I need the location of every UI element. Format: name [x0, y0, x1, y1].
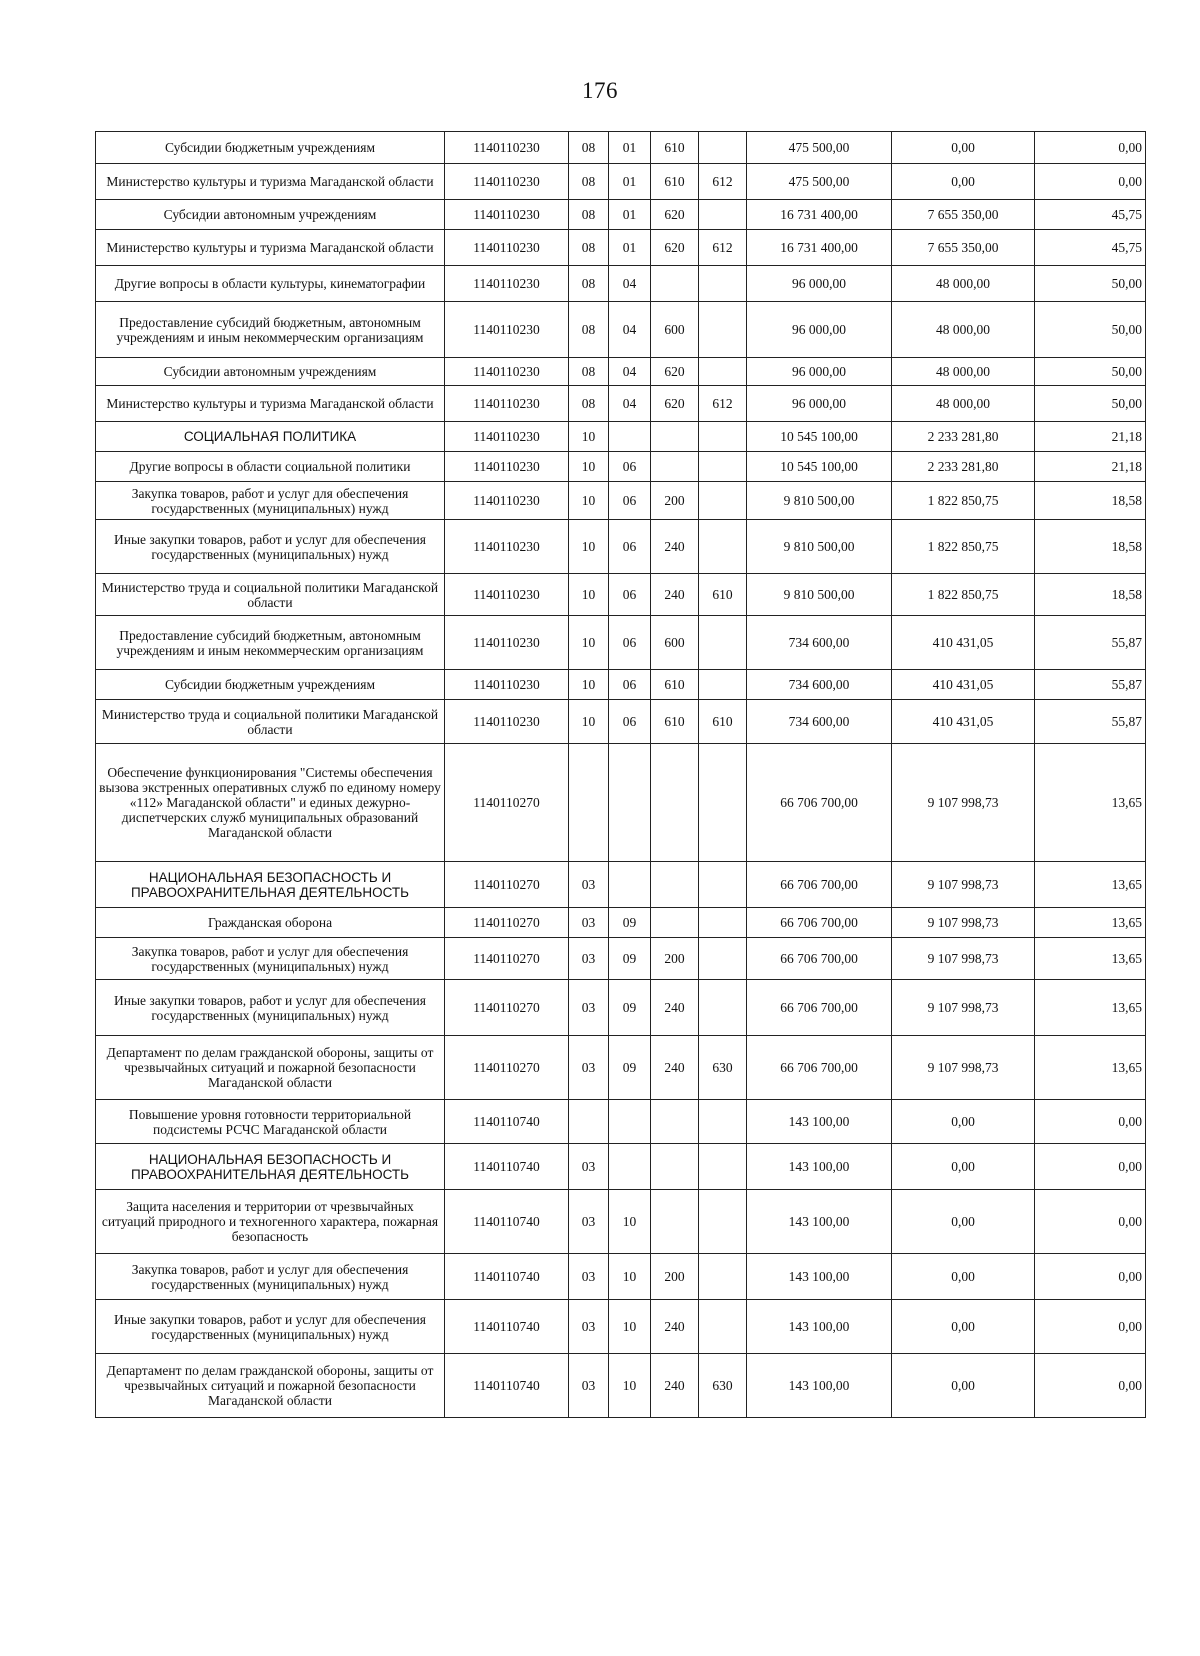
plan-amount-cell: 475 500,00 [747, 164, 892, 200]
subsection-cell: 09 [609, 938, 651, 980]
target-code-cell: 1140110230 [445, 164, 569, 200]
actual-amount-cell: 9 107 998,73 [892, 1036, 1035, 1100]
section-cell: 03 [569, 1144, 609, 1190]
actual-amount-cell: 0,00 [892, 164, 1035, 200]
subsection-cell: 01 [609, 132, 651, 164]
plan-amount-cell: 143 100,00 [747, 1300, 892, 1354]
section-cell: 08 [569, 230, 609, 266]
administrator-cell [699, 422, 747, 452]
plan-amount-cell: 143 100,00 [747, 1190, 892, 1254]
percent-cell: 50,00 [1035, 358, 1146, 386]
row-name-cell: НАЦИОНАЛЬНАЯ БЕЗОПАСНОСТЬ И ПРАВООХРАНИТЕЛЬНАЯ ДЕЯТЕЛЬНОСТЬ [96, 1144, 445, 1190]
target-code-cell: 1140110230 [445, 520, 569, 574]
target-code-cell: 1140110230 [445, 700, 569, 744]
administrator-cell [699, 482, 747, 520]
section-cell: 10 [569, 616, 609, 670]
expense-type-cell: 200 [651, 482, 699, 520]
actual-amount-cell: 0,00 [892, 1354, 1035, 1418]
expense-type-cell: 620 [651, 200, 699, 230]
percent-cell: 0,00 [1035, 1254, 1146, 1300]
expense-type-cell: 240 [651, 1036, 699, 1100]
row-name-cell: Защита населения и территории от чрезвычайных ситуаций природного и техногенного характера, пожарная безопасность [96, 1190, 445, 1254]
subsection-cell: 01 [609, 164, 651, 200]
section-cell: 03 [569, 1036, 609, 1100]
row-name-cell: Министерство культуры и туризма Магаданской области [96, 164, 445, 200]
administrator-cell [699, 616, 747, 670]
percent-cell: 21,18 [1035, 452, 1146, 482]
table-row [96, 200, 1146, 230]
table-row [96, 422, 1146, 452]
expense-type-cell [651, 1100, 699, 1144]
subsection-cell: 09 [609, 1036, 651, 1100]
section-cell: 10 [569, 452, 609, 482]
expense-type-cell [651, 1190, 699, 1254]
percent-cell: 13,65 [1035, 980, 1146, 1036]
subsection-cell: 06 [609, 574, 651, 616]
table-row [96, 1190, 1146, 1254]
plan-amount-cell: 66 706 700,00 [747, 908, 892, 938]
expense-type-cell: 240 [651, 1300, 699, 1354]
actual-amount-cell: 9 107 998,73 [892, 862, 1035, 908]
section-cell: 08 [569, 164, 609, 200]
plan-amount-cell: 96 000,00 [747, 302, 892, 358]
target-code-cell: 1140110270 [445, 908, 569, 938]
expense-type-cell: 200 [651, 1254, 699, 1300]
administrator-cell [699, 980, 747, 1036]
percent-cell: 50,00 [1035, 266, 1146, 302]
target-code-cell: 1140110270 [445, 744, 569, 862]
row-name-cell: Департамент по делам гражданской обороны, защиты от чрезвычайных ситуаций и пожарной безопасности Магаданской области [96, 1036, 445, 1100]
plan-amount-cell: 10 545 100,00 [747, 452, 892, 482]
administrator-cell [699, 452, 747, 482]
percent-cell: 0,00 [1035, 1100, 1146, 1144]
administrator-cell [699, 1144, 747, 1190]
plan-amount-cell: 475 500,00 [747, 132, 892, 164]
row-name-cell: Департамент по делам гражданской обороны, защиты от чрезвычайных ситуаций и пожарной безопасности Магаданской области [96, 1354, 445, 1418]
administrator-cell [699, 1190, 747, 1254]
plan-amount-cell: 143 100,00 [747, 1100, 892, 1144]
subsection-cell: 04 [609, 386, 651, 422]
target-code-cell: 1140110230 [445, 482, 569, 520]
plan-amount-cell: 9 810 500,00 [747, 482, 892, 520]
section-cell: 08 [569, 302, 609, 358]
plan-amount-cell: 66 706 700,00 [747, 862, 892, 908]
actual-amount-cell: 48 000,00 [892, 358, 1035, 386]
percent-cell: 55,87 [1035, 616, 1146, 670]
percent-cell: 13,65 [1035, 744, 1146, 862]
expense-type-cell: 240 [651, 574, 699, 616]
table-row [96, 574, 1146, 616]
subsection-cell [609, 1100, 651, 1144]
subsection-cell: 06 [609, 520, 651, 574]
target-code-cell: 1140110740 [445, 1190, 569, 1254]
row-name-cell: НАЦИОНАЛЬНАЯ БЕЗОПАСНОСТЬ И ПРАВООХРАНИТЕЛЬНАЯ ДЕЯТЕЛЬНОСТЬ [96, 862, 445, 908]
table-row [96, 302, 1146, 358]
actual-amount-cell: 0,00 [892, 132, 1035, 164]
plan-amount-cell: 66 706 700,00 [747, 744, 892, 862]
section-cell: 03 [569, 1354, 609, 1418]
target-code-cell: 1140110740 [445, 1254, 569, 1300]
subsection-cell: 06 [609, 670, 651, 700]
table-row [96, 164, 1146, 200]
expense-type-cell [651, 266, 699, 302]
actual-amount-cell: 0,00 [892, 1100, 1035, 1144]
row-name-cell: Министерство культуры и туризма Магаданской области [96, 386, 445, 422]
table-row [96, 938, 1146, 980]
section-cell: 08 [569, 386, 609, 422]
target-code-cell: 1140110740 [445, 1300, 569, 1354]
percent-cell: 0,00 [1035, 1190, 1146, 1254]
row-name-cell: Субсидии автономным учреждениям [96, 358, 445, 386]
target-code-cell: 1140110270 [445, 938, 569, 980]
administrator-cell [699, 744, 747, 862]
section-cell: 03 [569, 1190, 609, 1254]
table-row [96, 1354, 1146, 1418]
percent-cell: 18,58 [1035, 520, 1146, 574]
expense-type-cell: 610 [651, 132, 699, 164]
expense-type-cell: 610 [651, 700, 699, 744]
section-cell: 03 [569, 1254, 609, 1300]
row-name-cell: Гражданская оборона [96, 908, 445, 938]
subsection-cell: 04 [609, 302, 651, 358]
subsection-cell: 04 [609, 358, 651, 386]
section-cell: 10 [569, 574, 609, 616]
administrator-cell [699, 132, 747, 164]
target-code-cell: 1140110740 [445, 1354, 569, 1418]
subsection-cell [609, 744, 651, 862]
table-row [96, 1254, 1146, 1300]
expense-type-cell: 620 [651, 230, 699, 266]
actual-amount-cell: 1 822 850,75 [892, 482, 1035, 520]
row-name-cell: Предоставление субсидий бюджетным, автономным учреждениям и иным некоммерческим организациям [96, 302, 445, 358]
subsection-cell: 10 [609, 1254, 651, 1300]
actual-amount-cell: 410 431,05 [892, 700, 1035, 744]
target-code-cell: 1140110230 [445, 358, 569, 386]
expense-type-cell [651, 452, 699, 482]
section-cell: 10 [569, 670, 609, 700]
percent-cell: 13,65 [1035, 938, 1146, 980]
actual-amount-cell: 7 655 350,00 [892, 200, 1035, 230]
section-cell: 03 [569, 908, 609, 938]
table-row [96, 862, 1146, 908]
actual-amount-cell: 2 233 281,80 [892, 422, 1035, 452]
row-name-cell: Закупка товаров, работ и услуг для обеспечения государственных (муниципальных) нужд [96, 1254, 445, 1300]
administrator-cell [699, 908, 747, 938]
administrator-cell: 610 [699, 574, 747, 616]
row-name-cell: Министерство труда и социальной политики Магаданской области [96, 700, 445, 744]
actual-amount-cell: 48 000,00 [892, 266, 1035, 302]
administrator-cell [699, 1100, 747, 1144]
budget-table [95, 131, 1146, 1418]
table-row [96, 700, 1146, 744]
administrator-cell [699, 1300, 747, 1354]
target-code-cell: 1140110230 [445, 302, 569, 358]
row-name-cell: Министерство труда и социальной политики Магаданской области [96, 574, 445, 616]
percent-cell: 45,75 [1035, 230, 1146, 266]
subsection-cell: 09 [609, 980, 651, 1036]
administrator-cell [699, 358, 747, 386]
administrator-cell [699, 1254, 747, 1300]
subsection-cell: 06 [609, 700, 651, 744]
subsection-cell: 04 [609, 266, 651, 302]
percent-cell: 50,00 [1035, 386, 1146, 422]
subsection-cell [609, 422, 651, 452]
expense-type-cell [651, 862, 699, 908]
row-name-cell: Другие вопросы в области социальной политики [96, 452, 445, 482]
percent-cell: 45,75 [1035, 200, 1146, 230]
plan-amount-cell: 9 810 500,00 [747, 520, 892, 574]
table-row [96, 230, 1146, 266]
table-row [96, 358, 1146, 386]
plan-amount-cell: 734 600,00 [747, 616, 892, 670]
row-name-cell: Иные закупки товаров, работ и услуг для обеспечения государственных (муниципальных) нужд [96, 980, 445, 1036]
subsection-cell: 06 [609, 482, 651, 520]
actual-amount-cell: 1 822 850,75 [892, 574, 1035, 616]
actual-amount-cell: 1 822 850,75 [892, 520, 1035, 574]
percent-cell: 50,00 [1035, 302, 1146, 358]
table-row [96, 616, 1146, 670]
target-code-cell: 1140110230 [445, 386, 569, 422]
actual-amount-cell: 9 107 998,73 [892, 938, 1035, 980]
plan-amount-cell: 143 100,00 [747, 1354, 892, 1418]
plan-amount-cell: 66 706 700,00 [747, 1036, 892, 1100]
plan-amount-cell: 9 810 500,00 [747, 574, 892, 616]
row-name-cell: Субсидии автономным учреждениям [96, 200, 445, 230]
table-row [96, 1036, 1146, 1100]
percent-cell: 18,58 [1035, 574, 1146, 616]
row-name-cell: Иные закупки товаров, работ и услуг для обеспечения государственных (муниципальных) нужд [96, 1300, 445, 1354]
row-name-cell: Иные закупки товаров, работ и услуг для обеспечения государственных (муниципальных) нужд [96, 520, 445, 574]
administrator-cell: 612 [699, 230, 747, 266]
target-code-cell: 1140110270 [445, 862, 569, 908]
target-code-cell: 1140110230 [445, 670, 569, 700]
actual-amount-cell: 9 107 998,73 [892, 744, 1035, 862]
administrator-cell: 610 [699, 700, 747, 744]
percent-cell: 13,65 [1035, 908, 1146, 938]
percent-cell: 21,18 [1035, 422, 1146, 452]
percent-cell: 0,00 [1035, 132, 1146, 164]
expense-type-cell: 240 [651, 520, 699, 574]
section-cell [569, 1100, 609, 1144]
subsection-cell: 01 [609, 230, 651, 266]
table-row [96, 266, 1146, 302]
row-name-cell: Министерство культуры и туризма Магаданской области [96, 230, 445, 266]
plan-amount-cell: 10 545 100,00 [747, 422, 892, 452]
table-row [96, 1300, 1146, 1354]
plan-amount-cell: 143 100,00 [747, 1144, 892, 1190]
plan-amount-cell: 96 000,00 [747, 358, 892, 386]
administrator-cell: 612 [699, 386, 747, 422]
expense-type-cell: 610 [651, 670, 699, 700]
administrator-cell: 612 [699, 164, 747, 200]
row-name-cell: Обеспечение функционирования "Системы обеспечения вызова экстренных оперативных служб по единому номеру «112» Магаданской области" и единых дежурно-диспетчерских служб муниципальных образований Магаданской области [96, 744, 445, 862]
row-name-cell: Другие вопросы в области культуры, кинематографии [96, 266, 445, 302]
actual-amount-cell: 410 431,05 [892, 616, 1035, 670]
subsection-cell: 01 [609, 200, 651, 230]
expense-type-cell: 240 [651, 980, 699, 1036]
table-row [96, 520, 1146, 574]
expense-type-cell: 620 [651, 358, 699, 386]
subsection-cell: 06 [609, 452, 651, 482]
section-cell: 10 [569, 520, 609, 574]
actual-amount-cell: 7 655 350,00 [892, 230, 1035, 266]
expense-type-cell [651, 1144, 699, 1190]
row-name-cell: Закупка товаров, работ и услуг для обеспечения государственных (муниципальных) нужд [96, 938, 445, 980]
percent-cell: 0,00 [1035, 1144, 1146, 1190]
table-row [96, 980, 1146, 1036]
administrator-cell [699, 670, 747, 700]
target-code-cell: 1140110230 [445, 230, 569, 266]
plan-amount-cell: 734 600,00 [747, 670, 892, 700]
administrator-cell [699, 302, 747, 358]
subsection-cell: 10 [609, 1190, 651, 1254]
administrator-cell [699, 520, 747, 574]
section-cell: 08 [569, 132, 609, 164]
row-name-cell: Предоставление субсидий бюджетным, автономным учреждениям и иным некоммерческим организациям [96, 616, 445, 670]
percent-cell: 0,00 [1035, 1300, 1146, 1354]
expense-type-cell: 600 [651, 302, 699, 358]
actual-amount-cell: 0,00 [892, 1144, 1035, 1190]
actual-amount-cell: 9 107 998,73 [892, 908, 1035, 938]
section-cell: 10 [569, 422, 609, 452]
target-code-cell: 1140110740 [445, 1100, 569, 1144]
target-code-cell: 1140110740 [445, 1144, 569, 1190]
target-code-cell: 1140110270 [445, 980, 569, 1036]
page-number: 176 [582, 78, 618, 103]
table-row [96, 132, 1146, 164]
subsection-cell: 10 [609, 1300, 651, 1354]
plan-amount-cell: 143 100,00 [747, 1254, 892, 1300]
subsection-cell [609, 1144, 651, 1190]
target-code-cell: 1140110230 [445, 422, 569, 452]
section-cell [569, 744, 609, 862]
subsection-cell: 09 [609, 908, 651, 938]
percent-cell: 18,58 [1035, 482, 1146, 520]
target-code-cell: 1140110230 [445, 132, 569, 164]
row-name-cell: СОЦИАЛЬНАЯ ПОЛИТИКА [96, 422, 445, 452]
table-row [96, 670, 1146, 700]
percent-cell: 13,65 [1035, 1036, 1146, 1100]
row-name-cell: Субсидии бюджетным учреждениям [96, 670, 445, 700]
target-code-cell: 1140110230 [445, 200, 569, 230]
target-code-cell: 1140110270 [445, 1036, 569, 1100]
expense-type-cell: 600 [651, 616, 699, 670]
section-cell: 03 [569, 1300, 609, 1354]
table-row [96, 386, 1146, 422]
expense-type-cell: 200 [651, 938, 699, 980]
section-cell: 08 [569, 266, 609, 302]
plan-amount-cell: 16 731 400,00 [747, 230, 892, 266]
expense-type-cell: 610 [651, 164, 699, 200]
target-code-cell: 1140110230 [445, 266, 569, 302]
expense-type-cell [651, 744, 699, 862]
target-code-cell: 1140110230 [445, 616, 569, 670]
actual-amount-cell: 9 107 998,73 [892, 980, 1035, 1036]
plan-amount-cell: 734 600,00 [747, 700, 892, 744]
row-name-cell: Субсидии бюджетным учреждениям [96, 132, 445, 164]
table-row [96, 482, 1146, 520]
section-cell: 03 [569, 938, 609, 980]
target-code-cell: 1140110230 [445, 574, 569, 616]
percent-cell: 0,00 [1035, 164, 1146, 200]
subsection-cell [609, 862, 651, 908]
section-cell: 10 [569, 700, 609, 744]
actual-amount-cell: 48 000,00 [892, 302, 1035, 358]
section-cell: 08 [569, 358, 609, 386]
actual-amount-cell: 0,00 [892, 1254, 1035, 1300]
plan-amount-cell: 66 706 700,00 [747, 980, 892, 1036]
section-cell: 08 [569, 200, 609, 230]
section-cell: 10 [569, 482, 609, 520]
plan-amount-cell: 66 706 700,00 [747, 938, 892, 980]
administrator-cell [699, 266, 747, 302]
expense-type-cell: 240 [651, 1354, 699, 1418]
table-row [96, 452, 1146, 482]
row-name-cell: Повышение уровня готовности территориальной подсистемы РСЧС Магаданской области [96, 1100, 445, 1144]
expense-type-cell: 620 [651, 386, 699, 422]
actual-amount-cell: 410 431,05 [892, 670, 1035, 700]
plan-amount-cell: 96 000,00 [747, 266, 892, 302]
subsection-cell: 06 [609, 616, 651, 670]
section-cell: 03 [569, 980, 609, 1036]
actual-amount-cell: 0,00 [892, 1300, 1035, 1354]
subsection-cell: 10 [609, 1354, 651, 1418]
plan-amount-cell: 16 731 400,00 [747, 200, 892, 230]
percent-cell: 13,65 [1035, 862, 1146, 908]
table-row [96, 1144, 1146, 1190]
actual-amount-cell: 48 000,00 [892, 386, 1035, 422]
administrator-cell [699, 862, 747, 908]
row-name-cell: Закупка товаров, работ и услуг для обеспечения государственных (муниципальных) нужд [96, 482, 445, 520]
target-code-cell: 1140110230 [445, 452, 569, 482]
expense-type-cell [651, 908, 699, 938]
administrator-cell [699, 200, 747, 230]
table-row [96, 744, 1146, 862]
percent-cell: 55,87 [1035, 700, 1146, 744]
plan-amount-cell: 96 000,00 [747, 386, 892, 422]
table-row [96, 908, 1146, 938]
section-cell: 03 [569, 862, 609, 908]
expense-type-cell [651, 422, 699, 452]
percent-cell: 0,00 [1035, 1354, 1146, 1418]
actual-amount-cell: 2 233 281,80 [892, 452, 1035, 482]
administrator-cell: 630 [699, 1036, 747, 1100]
administrator-cell [699, 938, 747, 980]
administrator-cell: 630 [699, 1354, 747, 1418]
actual-amount-cell: 0,00 [892, 1190, 1035, 1254]
table-row [96, 1100, 1146, 1144]
percent-cell: 55,87 [1035, 670, 1146, 700]
